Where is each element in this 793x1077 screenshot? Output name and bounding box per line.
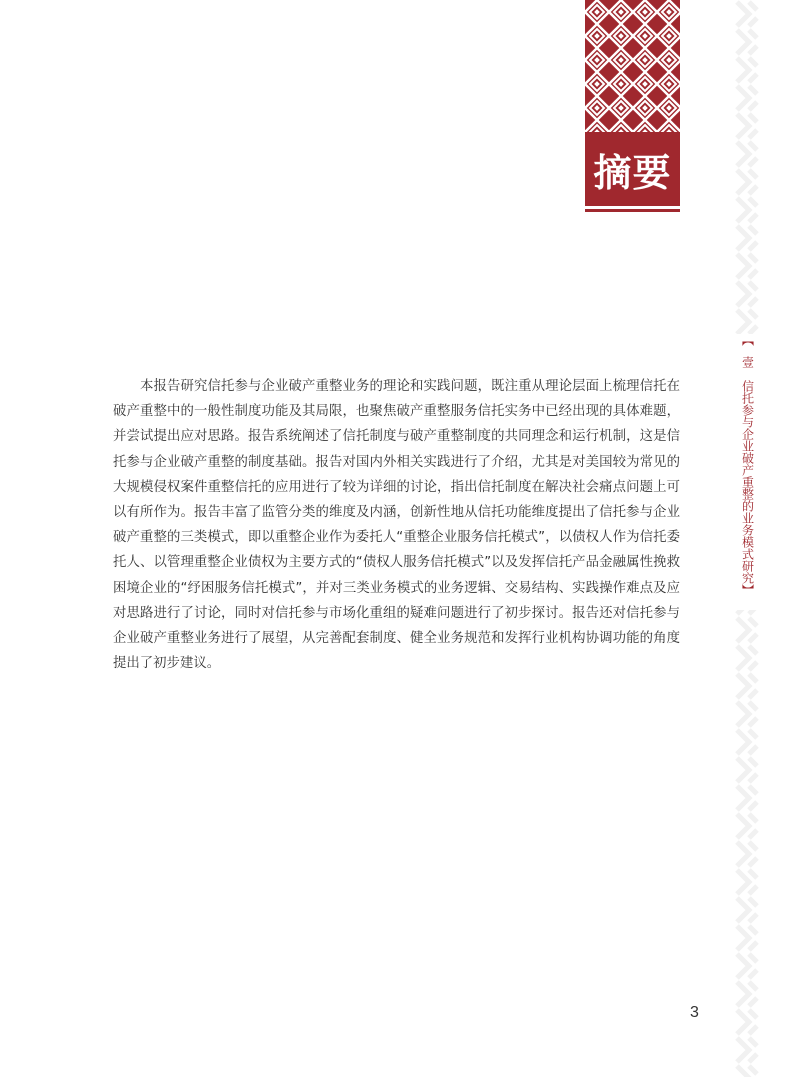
- bracket-close: 】: [740, 584, 755, 596]
- fret-pattern-ornament: [585, 0, 680, 132]
- page-title: 摘要: [585, 132, 680, 206]
- chapter-title: 信托参与企业破产重整的业务模式研究: [740, 380, 755, 584]
- chapter-side-tab: [733, 334, 761, 610]
- bracket-open: 【: [740, 334, 755, 346]
- page-number: 3: [690, 1004, 699, 1021]
- chapter-number: 壹: [740, 356, 755, 368]
- section-title-block: [585, 0, 680, 214]
- abstract-paragraph: 本报告研究信托参与企业破产重整业务的理论和实践问题，既注重从理论层面上梳理信托在破产重整中的一般性制度功能及其局限，也聚焦破产重整服务信托实务中已经出现的具体难题，并尝试提出应对思路。报告系统阐述了信托制度与破产重整制度的共同理念和运行机制，这是信托参与企业破产重整的制度基础。报告对国内外相关实践进行了介绍，尤其是对美国较为常见的大规模侵权案件重整信托的应用进行了较为详细的讨论，指出信托制度在解决社会痛点问题上可以有所作为。报告丰富了监管分类的维度及内涵，创新性地从信托功能维度提出了信托参与企业破产重整的三类模式，即以重整企业作为委托人“重整企业服务信托模式”，以债权人作为信托委托人、以管理重整企业债权为主要方式的“债权人服务信托模式”以及发挥信托产品金融属性挽救困境企业的“纾困服务信托模式”，并对三类业务模式的业务逻辑、交易结构、实践操作难点及应对思路进行了讨论，同时对信托参与市场化重组的疑难问题进行了初步探讨。报告还对信托参与企业破产重整业务进行了展望，从完善配套制度、健全业务规范和发挥行业机构协调功能的角度提出了初步建议。: [113, 379, 680, 672]
- title-underline: [585, 209, 680, 212]
